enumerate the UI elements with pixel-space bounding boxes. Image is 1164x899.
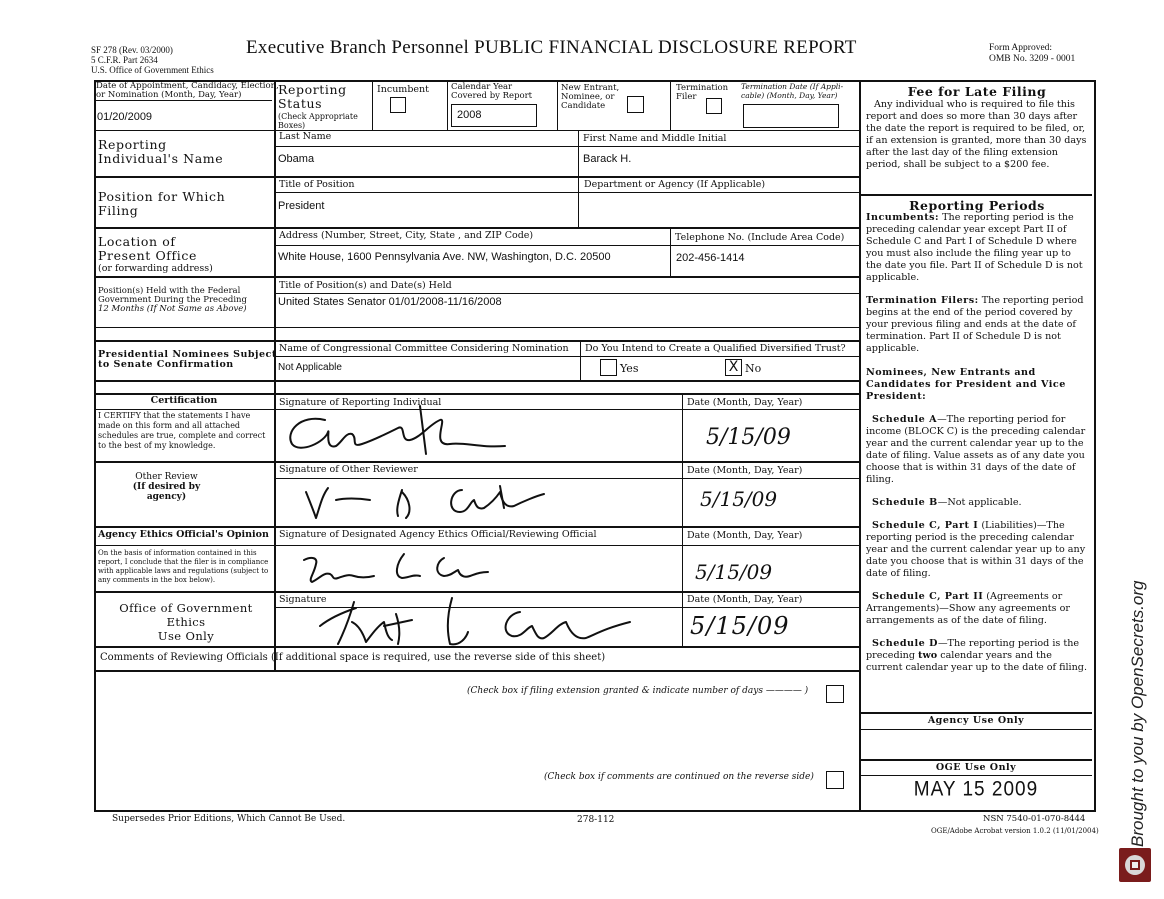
- rule: [94, 461, 859, 463]
- termination-filer-checkbox[interactable]: [706, 98, 722, 114]
- agency-use-label: Agency Use Only: [927, 715, 1025, 726]
- label-line: Reporting: [98, 137, 167, 152]
- label-line: Termination: [676, 83, 729, 93]
- schedule-b-text: —Not applicable.: [937, 497, 1022, 508]
- rule: [94, 130, 859, 131]
- form-number: SF 278 (Rev. 03/2000): [91, 45, 173, 55]
- label-line: any comments in the box below).: [98, 576, 216, 584]
- label-line: schedules are true, complete and correct: [98, 431, 266, 440]
- issuing-agency: U.S. Office of Government Ethics: [91, 65, 214, 75]
- first-name-label: First Name and Middle Initial: [583, 133, 727, 144]
- schedule-d-text-2: calendar years and the current calendar year up to the date of filing.: [866, 650, 1087, 673]
- rule: [447, 80, 448, 130]
- ethics-date-label: Date (Month, Day, Year): [687, 530, 803, 541]
- schedule-c1-paragraph: [866, 520, 1088, 580]
- label-line: Candidate: [561, 101, 606, 111]
- oge-signature-label: Signature: [279, 594, 327, 605]
- label-line: report, I conclude that the filer is in compliance: [98, 558, 269, 566]
- label-line: Covered by Report: [451, 91, 533, 101]
- new-entrant-checkbox[interactable]: [627, 96, 644, 113]
- extension-note: (Check box if filing extension granted & indicate number of days ———— ): [467, 686, 809, 696]
- periods-title: Reporting Periods: [909, 198, 1045, 213]
- position-heading: [98, 190, 225, 218]
- oge-use-label: OGE Use Only: [935, 762, 1017, 773]
- first-name-value[interactable]: Barack H.: [583, 153, 632, 165]
- rule: [860, 759, 1092, 761]
- schedule-b-head: Schedule B: [872, 497, 938, 508]
- supersedes-note: Supersedes Prior Editions, Which Cannot Be Used.: [112, 814, 346, 824]
- label-line: New Entrant,: [561, 83, 620, 93]
- schedule-c1-text: (Liabilities)—The reporting period is the preceding calendar year and the current calendar year up to any date you choose that is within 31 days of the date of filing.: [866, 520, 1086, 579]
- certification-text: [98, 411, 265, 451]
- rule: [94, 340, 859, 342]
- schedule-c2-head: Schedule C, Part II: [872, 591, 984, 602]
- rule: [860, 712, 1092, 714]
- rule: [275, 356, 859, 357]
- trust-yes-checkbox[interactable]: [600, 359, 617, 376]
- acrobat-version: OGE/Adobe Acrobat version 1.0.2 (11/01/2004): [931, 827, 1099, 835]
- label-line: Filer: [676, 92, 697, 102]
- label-line: Filing: [98, 203, 139, 218]
- termination-date-field[interactable]: [743, 104, 839, 128]
- incumbents-text: The reporting period is the preceding calendar year except Part II of Schedule C and Part I of Schedule D where you must also include the filing year up to the date you file. Part II of Schedule D is not applicable.: [866, 212, 1083, 283]
- label-line: Individual's Name: [98, 151, 224, 166]
- schedule-d-two: two: [918, 650, 938, 661]
- reverse-note: (Check box if comments are continued on the reverse side): [544, 772, 814, 782]
- new-entrant-label: [561, 84, 619, 111]
- rule: [557, 80, 558, 130]
- calendar-year-field[interactable]: [451, 104, 537, 127]
- rule: [94, 526, 859, 528]
- prior-positions-label: Title of Position(s) and Date(s) Held: [279, 280, 452, 291]
- ethics-official-signature: [298, 548, 498, 590]
- trust-no-label: No: [745, 362, 762, 375]
- address-label: Address (Number, Street, City, State , and ZIP Code): [279, 230, 534, 241]
- schedule-b-paragraph: [866, 497, 1088, 509]
- label-line: Office of Government Ethics: [119, 601, 253, 629]
- other-reviewer-signature: [300, 478, 550, 524]
- termination-paragraph: [866, 295, 1088, 355]
- label-line: Boxes): [278, 121, 306, 130]
- department-label: Department or Agency (If Applicable): [584, 179, 766, 190]
- rule: [275, 146, 859, 147]
- label-line: Position(s) Held with the Federal: [98, 286, 241, 296]
- omb-block: [989, 43, 1075, 65]
- label-line: Government During the Preceding: [98, 295, 247, 305]
- rule: [372, 80, 373, 130]
- nominees-heading: [98, 350, 277, 370]
- logo-icon: [1119, 848, 1151, 882]
- label-line: (If desired by: [132, 482, 201, 492]
- label-line: Calendar Year: [451, 82, 513, 92]
- rule: [860, 729, 1092, 730]
- reporting-signature-label: Signature of Reporting Individual: [279, 397, 442, 408]
- ethics-date-value[interactable]: 5/15/09: [695, 560, 773, 584]
- position-title-label: Title of Position: [279, 179, 355, 190]
- reporting-individual-heading: [98, 138, 223, 166]
- label-line: or Nomination (Month, Day, Year): [96, 91, 272, 101]
- opensecrets-watermark: Brought to you by OpenSecrets.org: [1128, 580, 1147, 847]
- incumbent-label: Incumbent: [377, 84, 429, 95]
- form-approved-label: Form Approved:: [989, 43, 1053, 53]
- rule: [682, 393, 683, 646]
- rule: [578, 130, 579, 227]
- schedule-a-head: Schedule A: [872, 414, 938, 425]
- reporting-periods-section: [866, 200, 1088, 674]
- certification-date-value[interactable]: 5/15/09: [706, 425, 791, 450]
- other-review-date-value[interactable]: 5/15/09: [700, 487, 778, 511]
- ethics-official-signature-label: Signature of Designated Agency Ethics Official/Reviewing Official: [279, 529, 597, 540]
- label-line: Use Only: [157, 629, 215, 643]
- comments-label: Comments of Reviewing Officials (If additional space is required, use the reverse side of this sheet): [100, 652, 606, 663]
- label-line: Presidential Nominees Subject: [98, 349, 277, 360]
- trust-yes-label: Yes: [620, 362, 639, 375]
- rule: [275, 293, 859, 294]
- reporting-status-label: [278, 83, 358, 130]
- calendar-year-value: 2008: [457, 109, 482, 121]
- label-line: 12 Months (If Not Same as Above): [98, 304, 247, 314]
- label-line: with applicable laws and regulations (subject to: [98, 567, 269, 575]
- oge-date-label: Date (Month, Day, Year): [687, 594, 803, 605]
- committee-value[interactable]: Not Applicable: [278, 362, 342, 373]
- label-line: agency): [146, 492, 187, 502]
- cfr-reference: 5 C.F.R. Part 2634: [91, 55, 158, 65]
- schedule-a-text: —The reporting period for income (BLOCK C) is the preceding calendar year and the current calendar year up to the date of filing. Value assets as of any date you choose that is within 31 days of the date of filing.: [866, 414, 1086, 485]
- date-appointment-label: [96, 82, 279, 101]
- address-value[interactable]: White House, 1600 Pennsylvania Ave. NW, Washington, D.C. 20500: [278, 251, 611, 263]
- trust-no-checkbox[interactable]: X: [725, 359, 742, 376]
- label-line: Location of: [98, 234, 176, 249]
- termination-head: Termination Filers:: [866, 295, 979, 306]
- rule: [275, 192, 859, 193]
- schedule-c2-paragraph: [866, 591, 1088, 627]
- oge-official-signature: [300, 592, 640, 654]
- label-line: Reporting: [278, 82, 347, 97]
- label-line: to the best of my knowledge.: [98, 441, 216, 450]
- fee-title: Fee for Late Filing: [907, 84, 1047, 99]
- phone-label: Telephone No. (Include Area Code): [675, 232, 845, 243]
- rule: [670, 80, 671, 130]
- rule: [274, 80, 276, 670]
- location-heading: [98, 235, 213, 274]
- prior-positions-value[interactable]: United States Senator 01/01/2008-11/16/2008: [278, 296, 502, 308]
- schedule-d-text: —The reporting period is the preceding: [866, 638, 1080, 661]
- schedule-d-head: Schedule D: [872, 638, 938, 649]
- incumbent-checkbox[interactable]: [390, 97, 406, 113]
- late-filing-fee-section: [866, 86, 1088, 171]
- label-line: made on this form and all attached: [98, 421, 241, 430]
- opensecrets-logo: [1119, 848, 1151, 882]
- prior-positions-heading: [98, 287, 247, 314]
- label-line: to Senate Confirmation: [98, 359, 234, 370]
- other-review-heading: [94, 472, 239, 502]
- omb-number: OMB No. 3209 - 0001: [989, 54, 1076, 64]
- incumbents-paragraph: [866, 212, 1088, 284]
- sidebar-divider: [859, 80, 861, 810]
- label-line: I CERTIFY that the statements I have: [98, 411, 251, 420]
- calendar-year-label: [451, 83, 532, 101]
- termination-date-label: [741, 83, 843, 100]
- other-reviewer-signature-label: Signature of Other Reviewer: [279, 464, 418, 475]
- label-line: Other Review: [135, 472, 198, 482]
- oge-heading: [98, 601, 274, 643]
- rule: [94, 327, 859, 328]
- oge-received-stamp: MAY 15 2009: [913, 777, 1039, 801]
- rule: [94, 380, 859, 382]
- phone-value[interactable]: 202-456-1414: [676, 252, 745, 264]
- other-review-date-label: Date (Month, Day, Year): [687, 465, 803, 476]
- schedule-a-paragraph: [866, 414, 1088, 486]
- reporting-individual-signature: [280, 402, 530, 460]
- rule: [275, 245, 859, 246]
- agency-ethics-text: [98, 549, 268, 585]
- trust-question-label: Do You Intend to Create a Qualified Diversified Trust?: [585, 343, 846, 354]
- rule: [580, 340, 581, 380]
- committee-label: Name of Congressional Committee Considering Nomination: [279, 343, 569, 354]
- rule: [94, 227, 859, 229]
- position-title-value[interactable]: President: [278, 200, 325, 212]
- form-id-block: [91, 45, 214, 75]
- rule: [860, 775, 1092, 776]
- rule: [94, 545, 859, 546]
- date-appointment-value[interactable]: 01/20/2009: [97, 111, 153, 123]
- last-name-label: Last Name: [279, 131, 332, 142]
- last-name-value[interactable]: Obama: [278, 153, 315, 165]
- rule: [94, 176, 859, 178]
- form-code: 278-112: [577, 815, 615, 825]
- schedule-c2-text: (Agreements or Arrangements)—Show any agreements or arrangements as of the date of filing.: [866, 591, 1070, 626]
- certification-date-label: Date (Month, Day, Year): [687, 397, 803, 408]
- rule: [94, 276, 859, 278]
- certification-heading: Certification: [150, 395, 218, 406]
- rule: [670, 227, 671, 276]
- label-line: cable) (Month, Day, Year): [741, 90, 838, 100]
- label-line: Position for Which: [98, 189, 226, 204]
- termination-text: The reporting period begins at the end of the period covered by your previous filing and ends at the date of termination. Part II of Schedule D is not applicable.: [866, 295, 1084, 354]
- label-line: Present Office: [98, 248, 197, 263]
- comments-area[interactable]: [96, 672, 859, 806]
- label-line: Status: [278, 96, 323, 111]
- label-line: (Check Appropriate: [278, 112, 358, 121]
- page-title: Executive Branch Personnel PUBLIC FINANCIAL DISCLOSURE REPORT: [246, 37, 857, 58]
- agency-ethics-heading: Agency Ethics Official's Opinion: [98, 529, 269, 540]
- fee-text: Any individual who is required to file this report and does so more than 30 days after the date the report is required to be filed, or, if an extension is granted, more than 30 days after the last day of the filing extension period, shall be subject to a $200 fee.: [866, 99, 1087, 170]
- nsn-number: NSN 7540-01-070-8444: [983, 814, 1086, 824]
- nominees-heading-side: Nominees, New Entrants and Candidates for President and Vice President:: [866, 367, 1066, 402]
- label-line: (or forwarding address): [98, 263, 213, 274]
- schedule-c1-head: Schedule C, Part I: [872, 520, 979, 531]
- label-line: Date of Appointment, Candidacy, Election,: [96, 81, 279, 91]
- incumbents-head: Incumbents:: [866, 212, 940, 223]
- label-line: On the basis of information contained in this: [98, 549, 257, 557]
- oge-date-value[interactable]: 5/15/09: [690, 612, 790, 640]
- label-line: Nominee, or: [561, 92, 615, 102]
- rule: [860, 194, 1092, 196]
- label-line: Termination Date (If Appli-: [741, 82, 844, 91]
- schedule-d-paragraph: [866, 638, 1088, 674]
